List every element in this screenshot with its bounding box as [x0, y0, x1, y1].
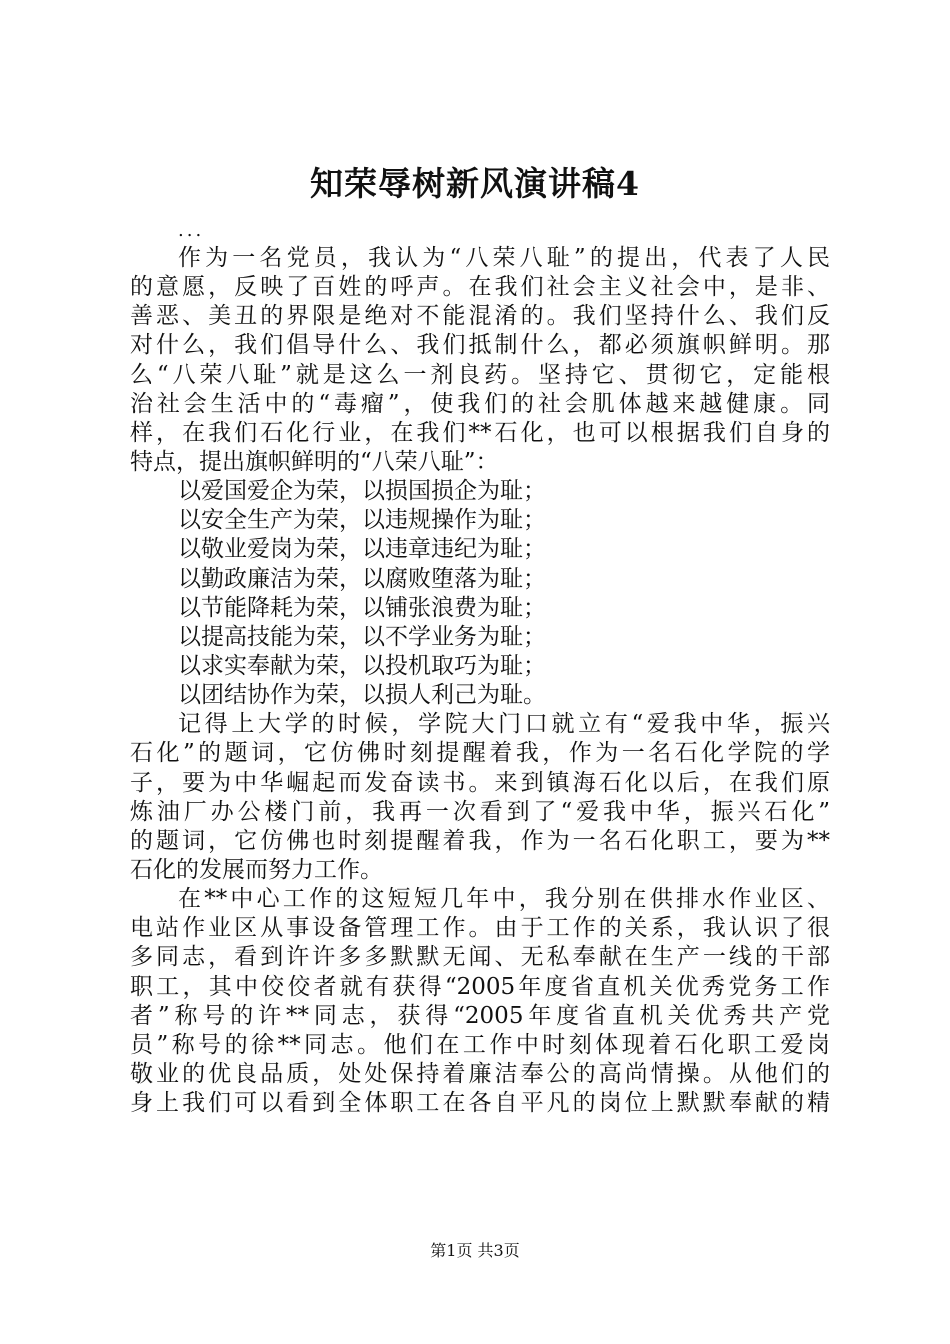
text-line: 的意愿，反映了百姓的呼声。在我们社会主义社会中，是非、: [130, 274, 830, 301]
text-line: 作为一名党员，我认为“八荣八耻”的提出，代表了人民: [178, 245, 830, 271]
text-line: 身上我们可以看到全体职工在各自平凡的岗位上默默奉献的精: [130, 1090, 830, 1117]
honor-list-item: 以敬业爱岗为荣，以违章违纪为耻；: [178, 536, 546, 563]
text-line: 职工，其中佼佼者就有获得“2005年度省直机关优秀党务工作: [130, 973, 830, 1000]
text-line: 善恶、美丑的界限是绝对不能混淆的。我们坚持什么、我们反: [130, 303, 830, 330]
honor-list-item: 以节能降耗为荣，以铺张浪费为耻；: [178, 594, 546, 621]
text-line: 么“八荣八耻”就是这么一剂良药。坚持它、贯彻它，定能根: [130, 361, 830, 388]
text-line: 敬业的优良品质，处处保持着廉洁奉公的高尚情操。从他们的: [130, 1060, 830, 1087]
honor-list-item: 以团结协作为荣，以损人利己为耻。: [178, 682, 546, 709]
text-line: 子，要为中华崛起而发奋读书。来到镇海石化以后，在我们原: [130, 769, 830, 796]
text-line: 炼油厂办公楼门前，我再一次看到了“爱我中华，振兴石化”: [130, 798, 830, 825]
text-line: 石化”的题词，它仿佛时刻提醒着我，作为一名石化学院的学: [130, 740, 830, 767]
text-line: 记得上大学的时候，学院大门口就立有“爱我中华，振兴: [178, 711, 830, 738]
ellipsis-marker: ...: [178, 220, 205, 241]
text-line: 石化的发展而努力工作。: [130, 856, 383, 883]
document-title: 知荣辱树新风演讲稿4: [310, 164, 640, 203]
text-line: 的题词，它仿佛也时刻提醒着我，作为一名石化职工，要为**: [130, 827, 830, 854]
text-line: 在**中心工作的这短短几年中，我分别在供排水作业区、: [178, 886, 830, 913]
honor-list-item: 以提高技能为荣，以不学业务为耻；: [178, 623, 546, 650]
text-line: 样，在我们石化行业，在我们**石化，也可以根据我们自身的: [130, 419, 830, 446]
page-footer: 第1页 共3页: [430, 1241, 520, 1260]
honor-list-item: 以安全生产为荣，以违规操作为耻；: [178, 507, 546, 534]
honor-list-item: 以勤政廉洁为荣，以腐败堕落为耻；: [178, 565, 546, 592]
text-line: 对什么，我们倡导什么、我们抵制什么，都必须旗帜鲜明。那: [130, 332, 830, 359]
document-body: [130, 218, 830, 1118]
text-line: 员”称号的徐**同志。他们在工作中时刻体现着石化职工爱岗: [130, 1031, 830, 1058]
text-line: 电站作业区从事设备管理工作。由于工作的关系，我认识了很: [130, 915, 830, 942]
honor-list-item: 以求实奉献为荣，以投机取巧为耻；: [178, 652, 546, 679]
text-line: 多同志，看到许许多多默默无闻、无私奉献在生产一线的干部: [130, 944, 830, 971]
text-line: 者”称号的许**同志，获得“2005年度省直机关优秀共产党: [130, 1002, 830, 1029]
text-line: 治社会生活中的“毒瘤”，使我们的社会肌体越来越健康。同: [130, 390, 830, 417]
honor-list-item: 以爱国爱企为荣，以损国损企为耻；: [178, 478, 546, 505]
text-line: 特点，提出旗帜鲜明的“八荣八耻”：: [130, 448, 499, 475]
